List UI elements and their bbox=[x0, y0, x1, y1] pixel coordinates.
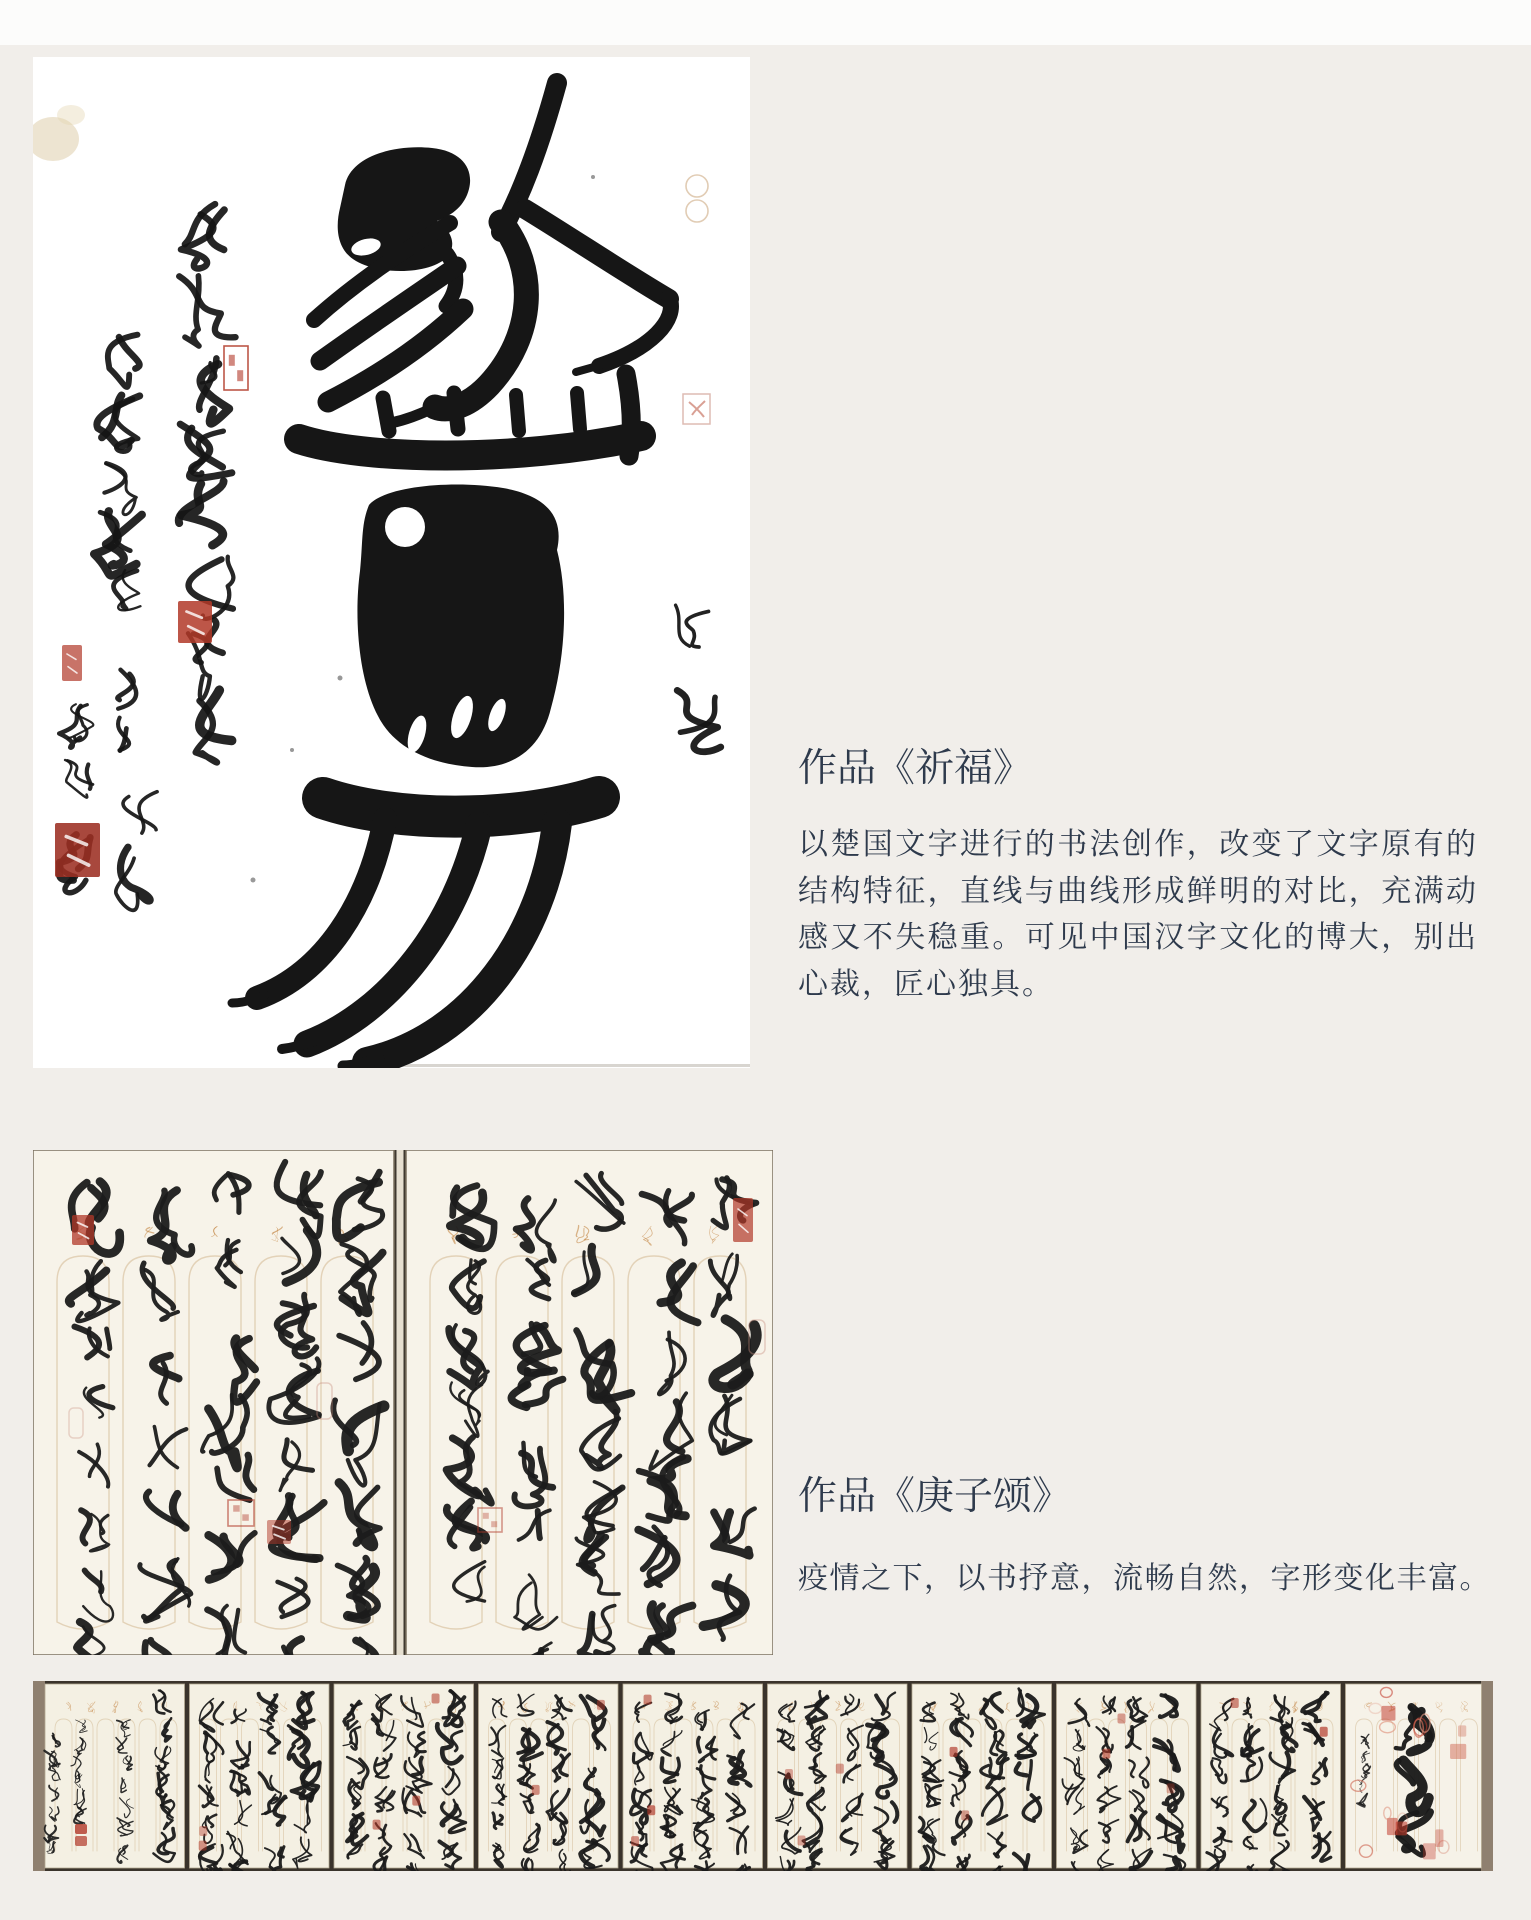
seal-stamp bbox=[1102, 1749, 1110, 1759]
seal-stamp bbox=[1167, 1783, 1175, 1793]
seal-stamp bbox=[72, 1215, 94, 1245]
seal-stamp bbox=[836, 1764, 844, 1774]
scroll-strip-photo bbox=[33, 1681, 1493, 1871]
seal-stamp bbox=[178, 601, 212, 643]
strip-border-left bbox=[33, 1681, 45, 1871]
seal-stamp bbox=[597, 1700, 605, 1710]
seal-stamp bbox=[199, 1841, 207, 1851]
seal-stamp bbox=[373, 1820, 381, 1830]
paper-edge bbox=[383, 1064, 750, 1067]
seal-stamp bbox=[267, 1520, 291, 1544]
strip-border-right bbox=[1481, 1681, 1493, 1871]
seal-stamp bbox=[412, 1796, 420, 1806]
seal-stamp bbox=[62, 645, 82, 681]
seal-stamp bbox=[1450, 1744, 1466, 1759]
gengzisong-artwork-photo bbox=[33, 1150, 773, 1655]
seal-stamp bbox=[961, 1810, 969, 1820]
work-title-qifu: 作品《祈福》 bbox=[798, 747, 1033, 790]
seal-stamp bbox=[1117, 1713, 1125, 1723]
seal-stamp bbox=[532, 1785, 540, 1795]
seal-stamp bbox=[644, 1695, 652, 1705]
paper-stain bbox=[57, 105, 85, 125]
work-title-gengzisong: 作品《庚子颂》 bbox=[798, 1475, 1072, 1518]
seal-stamp bbox=[1231, 1698, 1239, 1708]
work-description-gengzisong: 疫情之下，以书抒意，流畅自然，字形变化丰富。 bbox=[798, 1562, 1491, 1595]
seal-stamp bbox=[733, 1198, 753, 1242]
seal-stamp bbox=[1423, 1843, 1436, 1859]
seal-stamp bbox=[1458, 1725, 1466, 1736]
seal-stamp bbox=[631, 1836, 639, 1846]
work-description-qifu: 以楚国文字进行的书法创作，改变了文字原有的结构特征，直线与曲线形成鲜明的对比，充满动感又不失稳重。可见中国汉字文化的博大，别出心裁，匠心独具。 bbox=[798, 828, 1478, 1001]
seal-stamp bbox=[1320, 1727, 1328, 1737]
seal-stamp bbox=[785, 1769, 793, 1779]
seal-stamp bbox=[1396, 1821, 1407, 1835]
seal-stamp bbox=[75, 1824, 87, 1834]
seal-stamp bbox=[75, 1836, 87, 1846]
seal-stamp bbox=[1435, 1829, 1443, 1847]
seal-stamp bbox=[647, 1805, 655, 1815]
scroll-panels bbox=[44, 1684, 1481, 1871]
seal-stamp bbox=[950, 1747, 958, 1757]
seal-stamp bbox=[432, 1694, 440, 1704]
seal-stamp bbox=[1381, 1706, 1395, 1721]
seal-stamp bbox=[798, 1836, 806, 1846]
page-top-band bbox=[0, 0, 1531, 45]
seal-stamp bbox=[199, 1826, 207, 1836]
qifu-artwork-photo bbox=[33, 57, 750, 1068]
seal-stamp bbox=[55, 823, 100, 877]
